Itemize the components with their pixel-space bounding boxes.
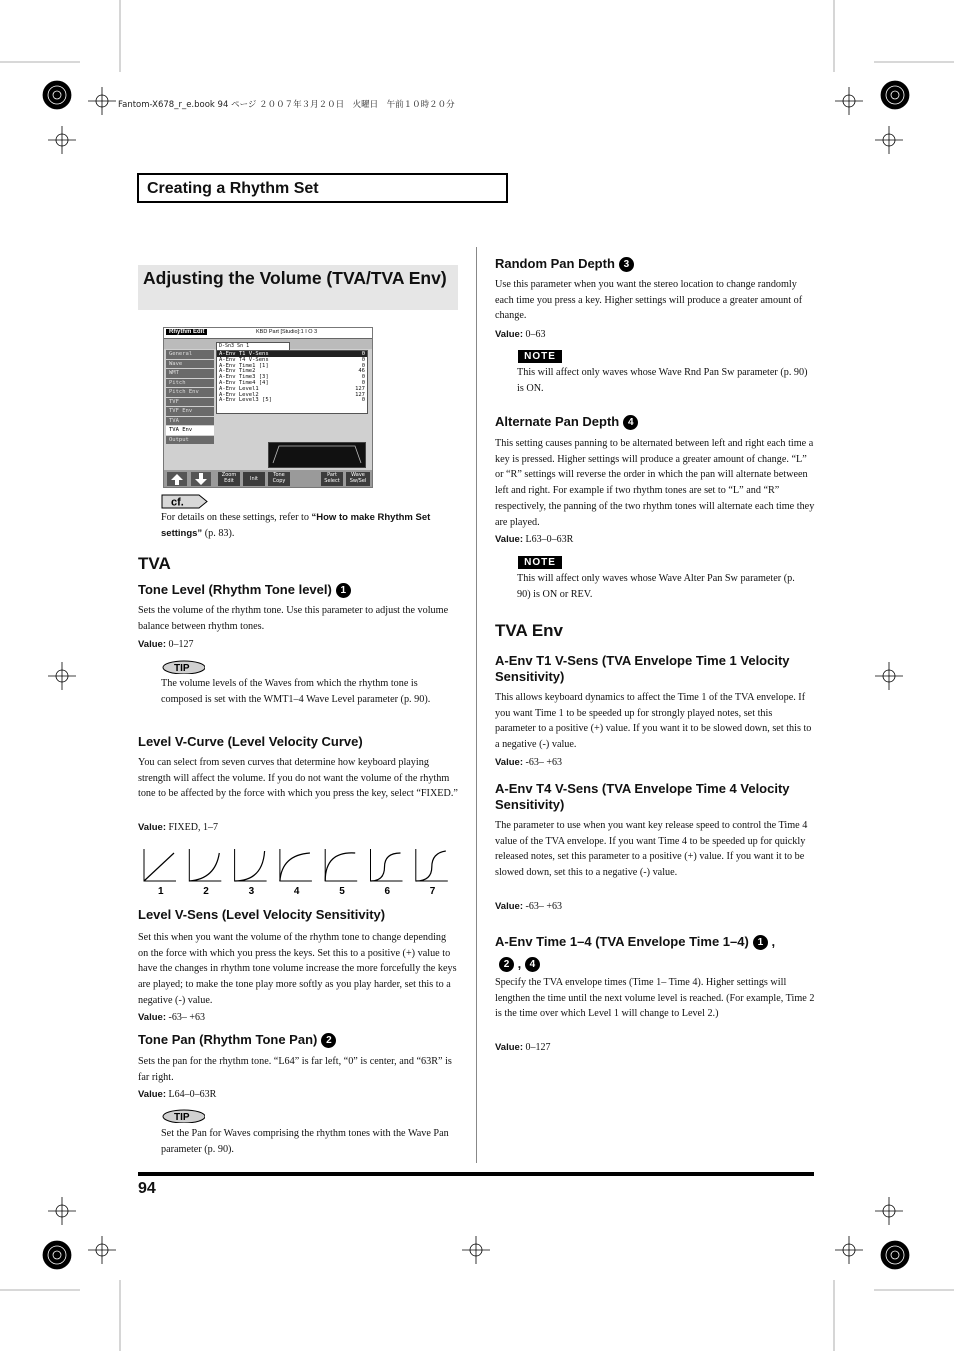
cf-link[interactable]: “How to make Rhythm Set settings” (161, 512, 431, 539)
tone-level-body: Sets the volume of the rhythm tone. Use this parameter to adjust the volume balance between rhythm tones. (138, 605, 449, 632)
velocity-curve-label: 6 (384, 886, 391, 897)
screen-param-list (216, 350, 368, 414)
t1-vsens-value-text: -63– +63 (523, 757, 562, 768)
tip-icon-label: TIP (174, 663, 190, 674)
value-label: Value: (138, 639, 166, 650)
cf-text-before: For details on these settings, refer to (161, 512, 312, 523)
screen-param-value: 46 (358, 368, 365, 375)
print-info-line: Fantom-X678_r_e.book 94 ページ ２００７年３月２０日 火曜日 午前１０時２０分 (118, 100, 455, 110)
velocity-curve-3 (235, 849, 267, 897)
value-label: Value: (138, 1012, 166, 1023)
screen-sidebar-item: General (166, 350, 214, 359)
screen-sidebar-item: TVF Env (166, 407, 214, 416)
screen-sidebar-item: TVA (166, 417, 214, 426)
screen-sidebar-item: TVF (166, 398, 214, 407)
value-label: Value: (495, 1042, 523, 1053)
velocity-curve-4 (280, 849, 312, 897)
value-label: Value: (138, 822, 166, 833)
screen-param-value: 0 (361, 362, 365, 369)
t4-vsens-body: The parameter to use when you want key release speed to control the Time 4 value of the TVA envelope. If you want Time 4 to be speeded up for quickly released notes, set this parameter to a positive (+) value. If you want it to be slowed down, set this to a negative (-) value. (495, 820, 808, 879)
zoom-edit-button: Zoom Edit (218, 472, 240, 486)
screen-param-name: A-Env Time3 [3] (219, 374, 269, 381)
screen-param-value: 0 (361, 374, 365, 381)
level-vsens-body: Set this when you want the volume of the rhythm tone to change depending on the force with which you press the keys. Set this to a positive (+) value to have the changes in rhythm tone volume increase the more forcefully the keys are played; to make the tone play more softly as you play harder, set this to a negative (-) value. (138, 932, 457, 1006)
screen-titlebar (164, 328, 372, 339)
value-label: Value: (495, 901, 523, 912)
random-pan-value-text: 0–63 (523, 329, 546, 340)
screen-sidebar-item: Pitch (166, 379, 214, 388)
random-pan-title-text: Random Pan Depth (495, 256, 615, 271)
tone-pan-tip: Set the Pan for Waves comprising the rhythm tones with the Wave Pan parameter (p. 90). (161, 1128, 449, 1155)
cf-icon (161, 494, 209, 509)
screen-envelope-graph (268, 442, 366, 468)
page-number: 94 (138, 1180, 156, 1197)
screen-row-header-text: D-Sn3 Sn 1 (219, 343, 250, 349)
value-label: Value: (495, 329, 523, 340)
bottom-rule (138, 1172, 814, 1176)
screen-param-name: A-Env Time4 [4] (219, 379, 269, 386)
screen-param-row (217, 397, 367, 403)
time14-title-text: A-Env Time 1–4 (TVA Envelope Time 1–4) (495, 934, 749, 949)
t4-vsens-value (495, 900, 562, 913)
screen-sidebar-item: Output (166, 436, 214, 445)
velocity-curve-2 (189, 849, 221, 897)
column-divider (476, 247, 477, 1163)
note-icon: NOTE (518, 556, 562, 569)
random-pan-title (495, 256, 634, 272)
time14-title: A-Env Time 1–4 (TVA Envelope Time 1–4) 1 , 2 , 4 (495, 934, 776, 971)
random-pan-body: Use this parameter when you want the stereo location to change randomly each time you press a key. Higher settings will produce a greater amount of change. (495, 279, 803, 322)
tone-pan-title (138, 1032, 336, 1048)
marker-2-icon: 2 (321, 1033, 336, 1048)
tone-pan-body: Sets the pan for the rhythm tone. “L64” is far left, “0” is center, and “63R” is far right. (138, 1056, 452, 1083)
tip-icon-label: TIP (174, 1112, 190, 1123)
tone-level-tip: The volume levels of the Waves from which the rhythm tone is composed is set with the WMT1–4 Wave Level parameter (p. 90). (161, 678, 431, 705)
random-pan-note: This will affect only waves whose Wave Rnd Pan Sw parameter (p. 90) is ON. (517, 367, 808, 394)
velocity-curve-6 (371, 849, 403, 897)
screen-header-right: KBD Part [Studio]:1 I O 3 (256, 329, 318, 335)
screen-param-name: A-Env Level2 (219, 391, 259, 398)
velocity-curve-7 (416, 849, 448, 897)
main-heading: Adjusting the Volume (TVA/TVA Env) (138, 265, 458, 310)
t1-vsens-title: A-Env T1 V-Sens (TVA Envelope Time 1 Velocity Sensitivity) (495, 653, 790, 684)
alt-pan-value-text: L63–0–63R (523, 534, 574, 545)
cf-text (161, 510, 456, 541)
cf-icon-label: cf. (171, 496, 184, 509)
init-button: Init (243, 472, 265, 486)
velocity-curve-label: 5 (339, 886, 345, 897)
tva-heading: TVA (138, 554, 171, 573)
value-label: Value: (495, 534, 523, 545)
screen-param-name: A-Env T1 V-Sens (219, 351, 269, 357)
screen-param-value: 127 (355, 391, 365, 398)
part-select-button: Part Select (321, 472, 343, 486)
marker-1-icon: 1 (336, 583, 351, 598)
section-header: Creating a Rhythm Set (137, 173, 508, 203)
marker-4-icon: 4 (623, 415, 638, 430)
velocity-curve-1 (144, 849, 176, 897)
screen-sidebar-item: Pitch Env (166, 388, 214, 397)
level-vsens-value (138, 1011, 205, 1024)
alt-pan-title (495, 414, 638, 430)
velocity-curve-label: 7 (429, 886, 436, 897)
velocity-curve-5 (325, 849, 357, 897)
tone-pan-value (138, 1088, 216, 1101)
screen-param-value: 0 (361, 379, 365, 386)
velocity-curves-diagram (140, 847, 455, 897)
tone-copy-button: Tone Copy (268, 472, 290, 486)
screen-sidebar-item: Wave (166, 360, 214, 369)
t1-vsens-body: This allows keyboard dynamics to affect the Time 1 of the TVA envelope. If you want Time 1 to be speeded up for strongly played notes, set this parameter to a positive (+) value. If you want it to be slowed down, set this to a negative (-) value. (495, 692, 812, 751)
alt-pan-value (495, 533, 573, 546)
t4-vsens-value-text: -63– +63 (523, 901, 562, 912)
random-pan-value (495, 328, 546, 341)
screen-sidebar (166, 350, 214, 452)
wave-sw-sel-button: Wave Sw/Sel (346, 472, 370, 486)
screen-param-value: 0 (361, 397, 365, 404)
screen-param-name: A-Env Time2 (219, 368, 256, 375)
velocity-curve-label: 3 (248, 886, 255, 897)
tip-icon (161, 1109, 205, 1123)
marker-4-icon: 4 (525, 957, 540, 972)
rhythm-edit-screen (163, 327, 373, 488)
screen-param-value: 127 (355, 385, 365, 392)
tva-env-heading: TVA Env (495, 621, 564, 640)
up-arrow-icon (167, 472, 187, 486)
value-label: Value: (495, 757, 523, 768)
marker-1-icon: 1 (753, 935, 768, 950)
level-vcurve-value-text: FIXED, 1–7 (166, 822, 218, 833)
time14-value-text: 0–127 (523, 1042, 551, 1053)
velocity-curve-label: 4 (293, 886, 300, 897)
time14-body: Specify the TVA envelope times (Time 1– Time 4). Higher settings will lengthen the time until the next volume level is reached. (For example, Time 2 is the time over which Level 1 will change to Level 2.) (495, 977, 815, 1020)
level-vcurve-value (138, 821, 218, 834)
tone-level-title (138, 582, 351, 598)
tone-level-title-text: Tone Level (Rhythm Tone level) (138, 582, 332, 597)
cf-text-after: (p. 83). (202, 527, 235, 539)
time14-value (495, 1041, 551, 1054)
alt-pan-title-text: Alternate Pan Depth (495, 414, 620, 429)
value-label: Value: (138, 1089, 166, 1100)
screen-sidebar-item: TVA Env (166, 426, 214, 435)
note-icon: NOTE (518, 350, 562, 363)
tone-pan-value-text: L64–0–63R (166, 1089, 217, 1100)
screen-param-name: A-Env Level1 (219, 385, 259, 392)
t1-vsens-value (495, 756, 562, 769)
velocity-curve-label: 1 (158, 886, 164, 897)
screen-param-name: A-Env Level3 [5] (219, 397, 272, 404)
envelope-curve (269, 443, 365, 467)
screen-title: Rhythm Edit (166, 329, 207, 335)
marker-2-icon: 2 (499, 957, 514, 972)
screen-param-name: A-Env Time1 [1] (219, 362, 269, 369)
tip-icon (161, 660, 205, 674)
level-vcurve-title: Level V-Curve (Level Velocity Curve) (138, 734, 363, 749)
screen-param-value: 0 (361, 356, 365, 363)
t4-vsens-title: A-Env T4 V-Sens (TVA Envelope Time 4 Velocity Sensitivity) (495, 781, 790, 812)
marker-3-icon: 3 (619, 257, 634, 272)
tone-level-value (138, 638, 194, 651)
level-vcurve-body: You can select from seven curves that determine how keyboard playing strength will affect the volume. If you do not want the volume of the rhythm tone to be affected by the force with which you press the key, select “FIXED.” (138, 757, 458, 800)
screen-param-value: 0 (361, 351, 365, 357)
level-vsens-title: Level V-Sens (Level Velocity Sensitivity) (138, 907, 386, 922)
level-vsens-value-text: -63– +63 (166, 1012, 205, 1023)
down-arrow-icon (191, 472, 211, 486)
velocity-curve-label: 2 (203, 886, 209, 897)
tone-pan-title-text: Tone Pan (Rhythm Tone Pan) (138, 1032, 318, 1047)
alt-pan-note: This will affect only waves whose Wave Alter Pan Sw parameter (p. 90) is ON or REV. (517, 573, 795, 600)
screen-param-name: A-Env T4 V-Sens (219, 356, 269, 363)
screen-sidebar-item: WMT (166, 369, 214, 378)
tone-level-value-text: 0–127 (166, 639, 194, 650)
alt-pan-body: This setting causes panning to be alternated between left and right each time a key is pressed. Higher settings will produce a greater amount of change. “L” or “R” settings will reverse the order in which the pan will alternate between left and right. For example if two rhythm tones are set to “L” and “R” respectively, the panning of the two rhythm tones will alternate each time they are played. (495, 438, 815, 528)
